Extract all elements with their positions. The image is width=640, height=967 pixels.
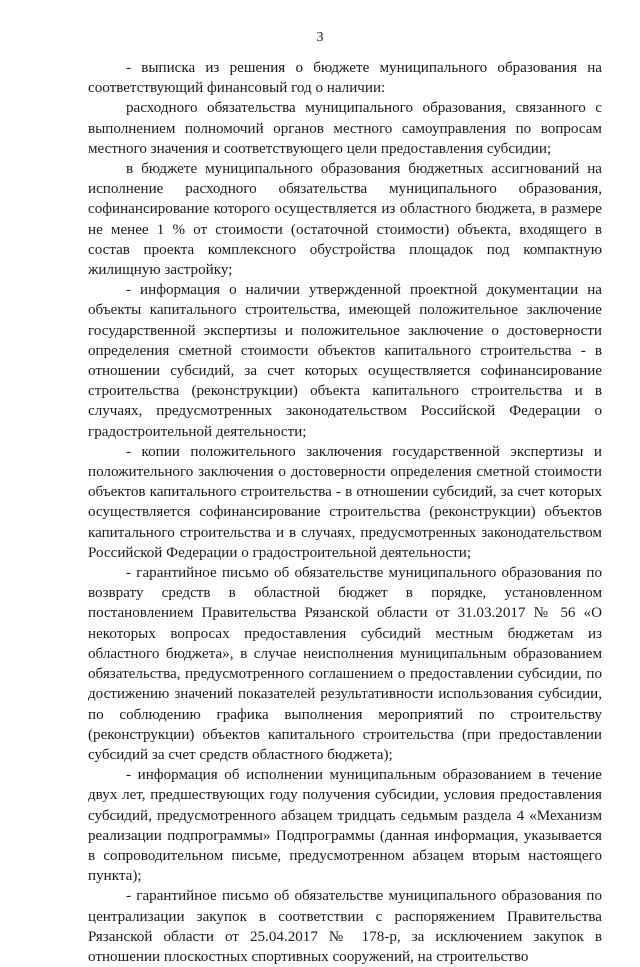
paragraph-2: расходного обязательства муниципального образования, связанного с выполнением полномочий органов местного самоуправления по вопросам местного значения и соответствующего цели предоставления субсидии; (88, 100, 602, 157)
paragraph-5: - копии положительного заключения государственной экспертизы и положительного заключения о достоверности определения сметной стоимости объектов капитального строительства - в отношении субсидий, за счет которых осуществляется софинансирование строительства (реконструкции) объектов капитального строительства и в случаях, предусмотренных законодательством Российской Федерации о градостроительной деятельности; (88, 443, 602, 561)
paragraph-6: - гарантийное письмо об обязательстве муниципального образования по возврату средств в областной бюджет в порядке, установленном постановлением Правительства Рязанской области от 31.03.2017 № 56 «О некоторых вопросах предоставления субсидий местным бюджетам из областного бюджета», в случае неисполнения муниципальным образованием обязательства, предусмотренного соглашением о предоставлении субсидии, по достижению значений показателей результативности использования субсидии, по соблюдению графика выполнения мероприятий по строительству (реконструкции) объектов капитального строительства (при предоставлении субсидий за счет средств областного бюджета); (88, 565, 602, 763)
paragraph-1: - выписка из решения о бюджете муниципального образования на соответствующий финансовый год о наличии: (88, 60, 602, 97)
page-number: 3 (316, 30, 324, 45)
paragraph-3: в бюджете муниципального образования бюджетных ассигнований на исполнение расходного обязательства муниципального образования, софинансирование которого осуществляется из областного бюджета, в размере не менее 1 % от стоимости (остаточной стоимости) объекта, входящего в состав проекта комплексного обустройства площадок под компактную жилищную застройку; (88, 161, 602, 279)
paragraph-7: - информация об исполнении муниципальным образованием в течение двух лет, предшествующих году получения субсидии, условия предоставления субсидий, предусмотренного абзацем тридцать седьмым раздела 4 «Механизм реализации подпрограммы» Подпрограммы (данная информация, указывается в сопроводительном письме, предусмотренном абзацем вторым настоящего пункта); (88, 767, 602, 885)
document-body (88, 58, 602, 967)
paragraph-8: - гарантийное письмо об обязательстве муниципального образования по централизации закупок в соответствии с распоряжением Правительства Рязанской области от 25.04.2017 № 178-р, за исключением закупок в отношении плоскостных спортивных сооружений, на строительство (88, 888, 602, 965)
paragraph-4: - информация о наличии утвержденной проектной документации на объекты капитального строительства, имеющей положительное заключение государственной экспертизы и положительное заключение о достоверности определения сметной стоимости объектов капитального строительства - в отношении субсидий, за счет которых осуществляется софинансирование строительства (реконструкции) объекта капитального строительства и в случаях, предусмотренных законодательством Российской Федерации о градостроительной деятельности; (88, 282, 602, 440)
